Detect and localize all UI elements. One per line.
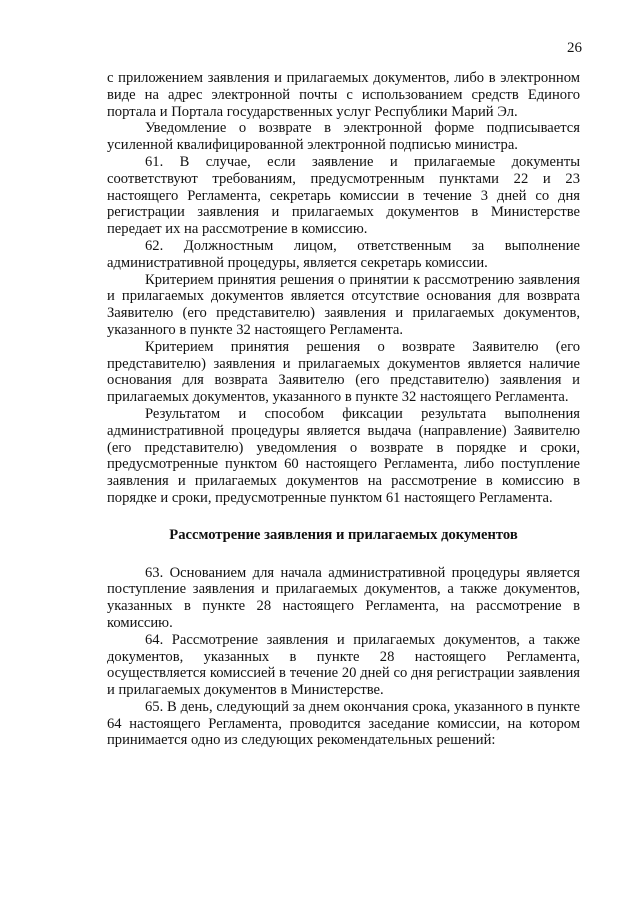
paragraph-63: 63. Основанием для начала административной процедуры является поступление заявления и прилагаемых документов, а также документов, указанных в пункте 28 настоящего Регламента, на рассмотрение в комиссию.: [107, 564, 580, 631]
paragraph-64: 64. Рассмотрение заявления и прилагаемых документов, а также документов, указанных в пункте 28 настоящего Регламента, осуществляется комиссией в течение 20 дней со дня регистрации заявления и прилагаемых документов в Министерстве.: [107, 631, 580, 699]
paragraph-return-criterion: Критерием принятия решения о возврате Заявителю (его представителю) заявления и прилагаемых документов является наличие основания для возврата Заявителю (его представителю) заявления и прилагаемых документов, указанного в пункте 32 настоящего Регламента.: [107, 338, 580, 406]
paragraph-65: 65. В день, следующий за днем окончания срока, указанного в пункте 64 настоящего Регламента, проводится заседание комиссии, на котором принимается одно из следующих рекомендательных решений:: [107, 698, 580, 749]
paragraph-notification-signature: Уведомление о возврате в электронной форме подписывается усиленной квалифицированной электронной подписью министра.: [107, 120, 580, 154]
paragraph-62: 62. Должностным лицом, ответственным за выполнение административной процедуры, является секретарь комиссии.: [107, 237, 580, 271]
paragraph-61: 61. В случае, если заявление и прилагаемые документы соответствуют требованиям, предусмотренным пунктами 22 и 23 настоящего Регламента, секретарь комиссии в течение 3 дней со дня регистрации заявления и прилагаемых документов в Министерстве передает их на рассмотрение в комиссию.: [107, 153, 580, 238]
page-number: 26: [567, 40, 582, 56]
paragraph-result: Результатом и способом фиксации результата выполнения административной процедуры является выдача (направление) Заявителю (его представителю) уведомления о возврате в порядке и сроки, предусмотренные пунктом 60 настоящего Регламента, либо поступление заявления и прилагаемых документов на рассмотрение в комиссию в порядке и сроки, предусмотренные пунктом 61 настоящего Регламента.: [107, 405, 580, 506]
section-heading: Рассмотрение заявления и прилагаемых документов: [169, 526, 518, 543]
paragraph-continuation: с приложением заявления и прилагаемых документов, либо в электронном виде на адрес электронной почты с использованием средств Единого портала и Портала государственных услуг Республики Марий Эл.: [107, 70, 580, 120]
document-body: [107, 70, 580, 749]
paragraph-acceptance-criterion: Критерием принятия решения о принятии к рассмотрению заявления и прилагаемых документов является отсутствие основания для возврата Заявителю (его представителю) заявления и прилагаемых документов, указанного в пункте 32 настоящего Регламента.: [107, 271, 580, 338]
